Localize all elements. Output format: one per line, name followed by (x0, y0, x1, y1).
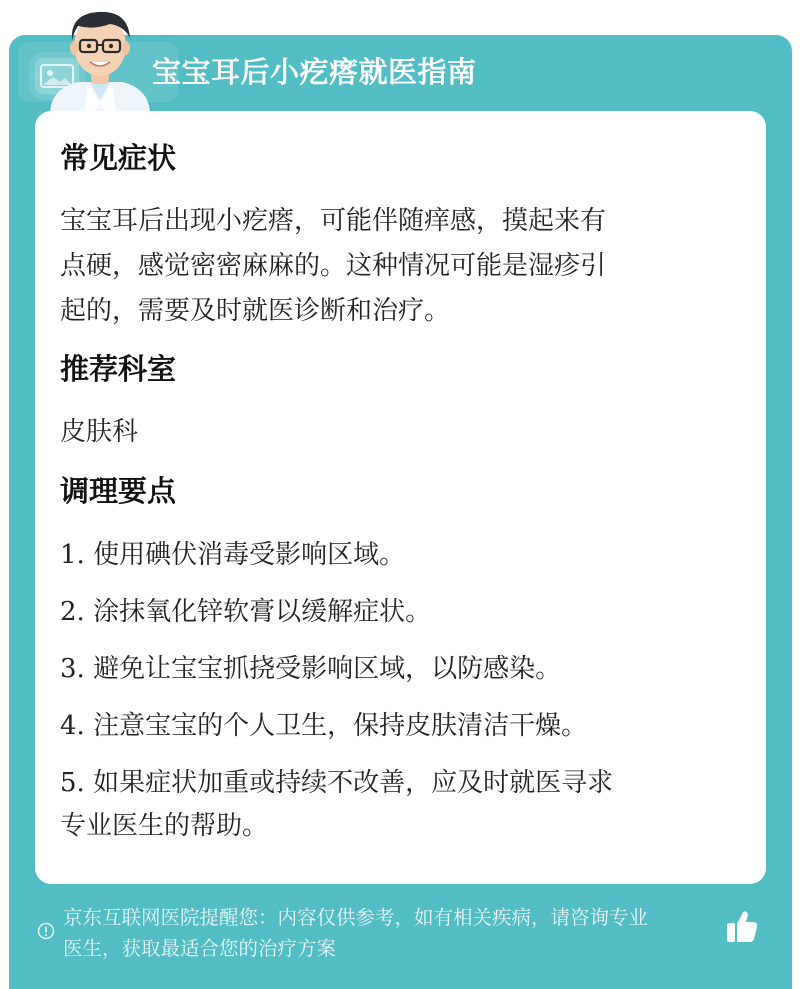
footer-disclaimer (63, 902, 733, 964)
symptoms-line-3: 起的，需要及时就医诊断和治疗。 (60, 296, 451, 326)
thumbs-up-icon[interactable] (725, 908, 759, 944)
care-item-text: 如果症状加重或持续不改善，应及时就医寻求 (93, 768, 614, 798)
care-item-text: 避免让宝宝抓挠受影响区域，以防感染。 (93, 654, 562, 684)
info-circle-icon (37, 922, 55, 940)
symptoms-line-2: 点硬，感觉密密麻麻的。这种情况可能是湿疹引 (60, 251, 607, 281)
care-item (60, 649, 561, 689)
care-item (60, 592, 431, 632)
care-item-text: 涂抹氧化锌软膏以缓解症状。 (93, 597, 432, 627)
department-value: 皮肤科 (60, 417, 139, 447)
care-heading: 调理要点 (60, 474, 177, 508)
symptoms-heading: 常见症状 (60, 141, 177, 175)
care-item-number: 3. (60, 654, 85, 684)
doctor-avatar (44, 4, 156, 112)
care-item-number: 2. (60, 597, 85, 627)
care-item-text: 使用碘伏消毒受影响区域。 (93, 540, 406, 570)
care-item (60, 706, 587, 746)
care-item-number: 4. (60, 711, 85, 741)
page-title: 宝宝耳后小疙瘩就医指南 (152, 55, 477, 89)
care-item-number: 1. (60, 540, 85, 570)
department-heading: 推荐科室 (60, 352, 177, 386)
care-item (60, 763, 613, 803)
footer-line-1: 京东互联网医院提醒您：内容仅供参考，如有相关疾病，请咨询专业 (63, 906, 649, 929)
care-item-text: 注意宝宝的个人卫生，保持皮肤清洁干燥。 (93, 711, 588, 741)
care-item-number: 5. (60, 768, 85, 798)
symptoms-line-1: 宝宝耳后出现小疙瘩，可能伴随痒感，摸起来有 (60, 206, 607, 236)
care-item-continued: 专业医生的帮助。 (60, 811, 269, 841)
care-item (60, 535, 405, 575)
footer-line-2: 医生，获取最适合您的治疗方案 (63, 937, 337, 960)
